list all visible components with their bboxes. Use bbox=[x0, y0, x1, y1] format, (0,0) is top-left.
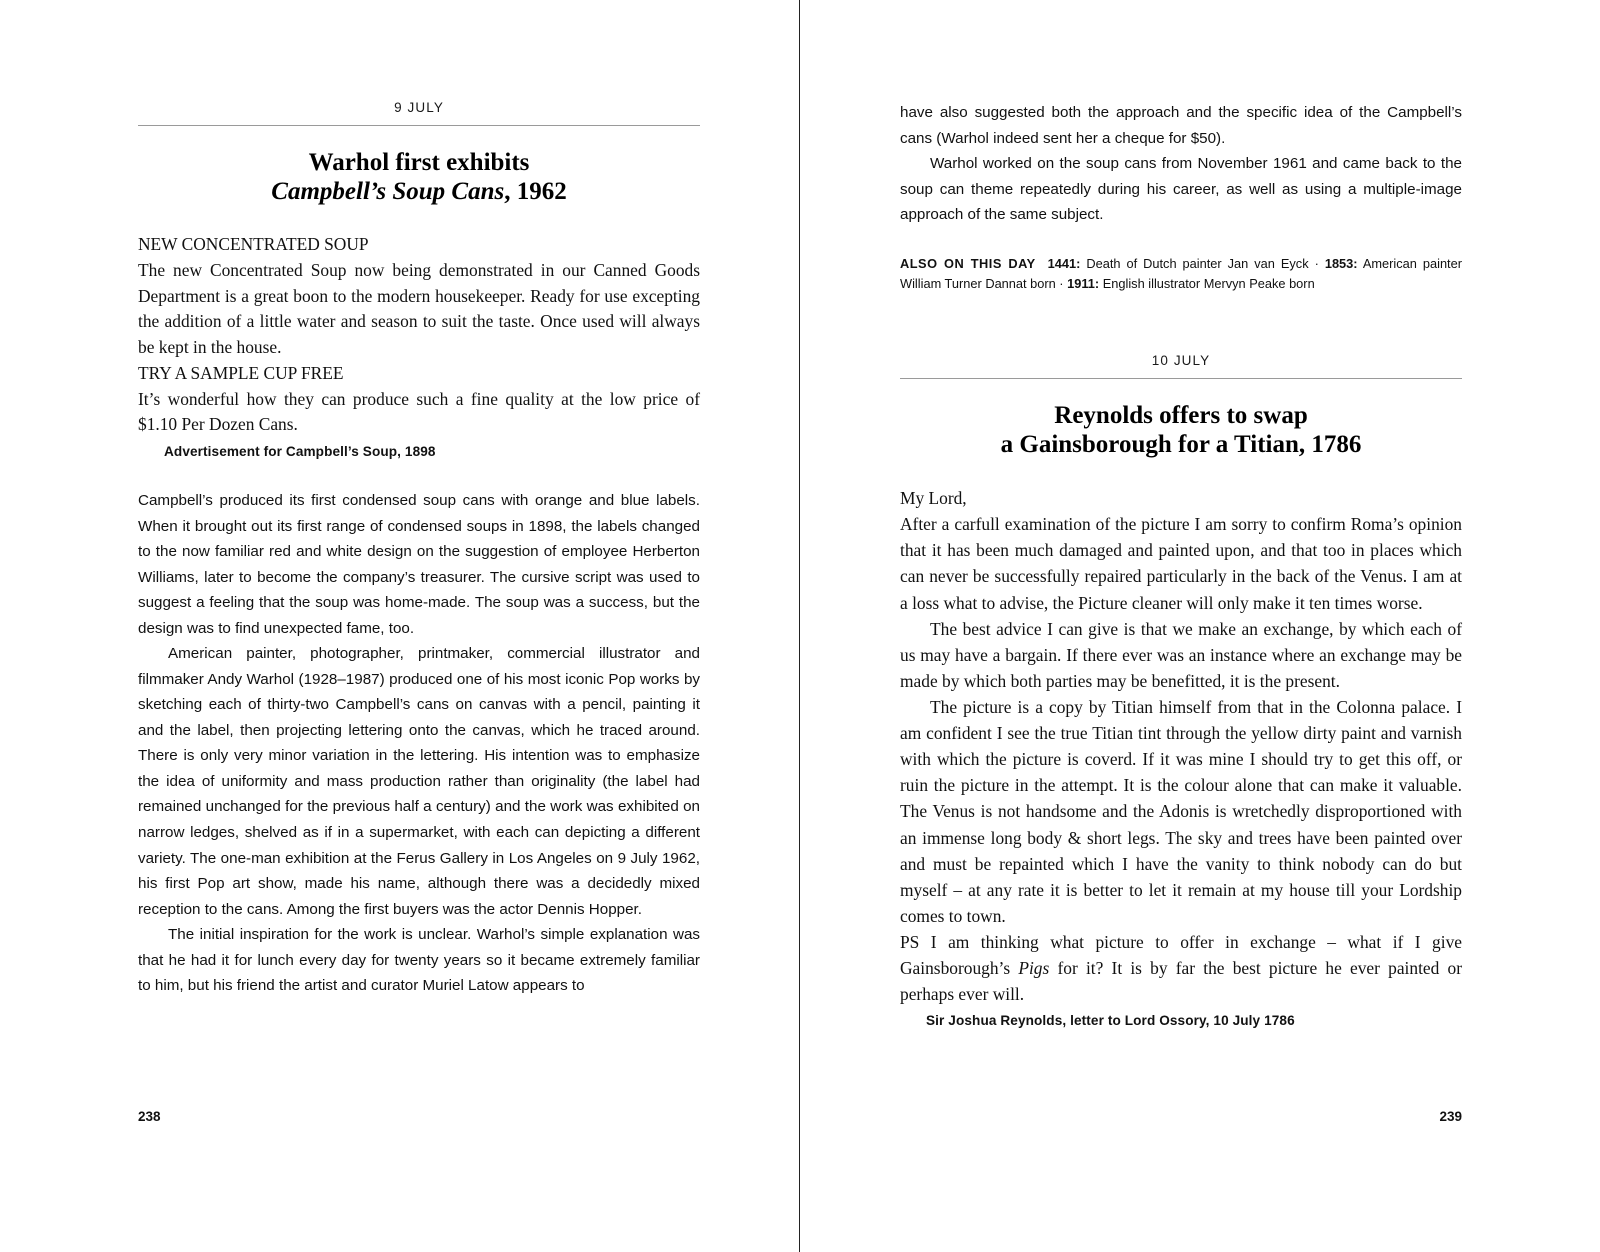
body-paragraph: Campbell’s produced its first condensed soup cans with orange and blue labels. When it brought out its first range of condensed soups in 1898, the labels changed to the now familiar red and white design on the suggestion of employee Herberton Williams, later to become the company’s treasurer. The cursive script was used to suggest a feeling that the soup was home-made. The soup was a success, but the design was to find unexpected fame, too. bbox=[138, 492, 700, 637]
also-on-this-day-label: ALSO ON THIS DAY bbox=[900, 255, 1036, 271]
commentary-left bbox=[138, 488, 700, 999]
ps-prefix: PS I am thinking what picture to offer in exchange – what if I give Gainsborough’s bbox=[900, 931, 1462, 979]
also-on-this-day bbox=[900, 254, 1462, 295]
also-on-text: Death of Dutch painter Jan van Eyck · bbox=[1080, 255, 1325, 271]
letter-body bbox=[900, 485, 1462, 1032]
ps-italic-title: Pigs bbox=[1018, 958, 1050, 979]
left-page-content bbox=[138, 100, 699, 999]
right-page-content bbox=[900, 100, 1462, 1032]
section-gap bbox=[900, 295, 1462, 353]
body-paragraph: Warhol worked on the soup cans from November 1961 and came back to the soup can theme repeatedly during his career, as well as using a multiple-image approach of the same subject. bbox=[900, 155, 1462, 224]
also-on-year: 1911: bbox=[1067, 276, 1100, 292]
date-heading-left: 9 JULY bbox=[138, 100, 700, 126]
also-on-year: 1441: bbox=[1047, 255, 1081, 271]
entry-title-left bbox=[138, 148, 700, 206]
quote-line: It’s wonderful how they can produce such a fine quality at the low price of $1.10 Per Dozen Cans. bbox=[138, 388, 700, 435]
entry-title-line1: Warhol first exhibits bbox=[308, 149, 530, 176]
entry-title-right bbox=[900, 401, 1462, 459]
continuation-text bbox=[900, 100, 1462, 228]
right-page bbox=[800, 0, 1600, 1252]
quote-line: NEW CONCENTRATED SOUP bbox=[138, 234, 369, 254]
entry-title-line2-rest: , 1962 bbox=[504, 178, 567, 205]
ps-suffix: for it? It is by far the best picture he ever painted or perhaps ever will. bbox=[900, 958, 1462, 1005]
entry-title-line2: a Gainsborough for a Titian, 1786 bbox=[1000, 431, 1362, 459]
body-paragraph: have also suggested both the approach and the specific idea of the Campbell’s cans (Warhol indeed sent her a cheque for $50). bbox=[900, 104, 1462, 147]
letter-postscript bbox=[900, 929, 1462, 1007]
letter-paragraph: The picture is a copy by Titian himself from that in the Colonna palace. I am confident I see the true Titian tint through the yellow dirty paint and varnish with which the picture is coverd. If it was mine I should try to get this off, or ruin the picture in the attempt. It is the colour alone that can make it valuable. The Venus is not handsome and the Adonis is wretchedly disproportioned with an immense long body & short legs. The sky and trees have been painted over and must be repainted which I have the vanity to think nobody can do but myself – at any rate it is better to let it remain at my house till your Lordship comes to town. bbox=[900, 696, 1462, 926]
letter-salutation: My Lord, bbox=[900, 488, 967, 509]
folio-right: 239 bbox=[1439, 1109, 1462, 1124]
also-on-text: American painter William Turner Dannat born · bbox=[900, 255, 1462, 292]
letter-paragraph: The best advice I can give is that we make an exchange, by which each of us may have a bargain. If there ever was an instance where an exchange may be made by which both parties may be benefitted, it is the present. bbox=[900, 618, 1462, 691]
source-quote-left bbox=[138, 232, 700, 462]
entry-title-line2-italic: Campbell’s Soup Cans bbox=[271, 178, 505, 205]
letter-paragraph: After a carfull examination of the picture I am sorry to confirm Roma’s opinion that it has been much damaged and painted upon, and that too in places which can never be successfully repaired particularly in the back of the Venus. I am at a loss what to advise, the Picture cleaner will only make it ten times worse. bbox=[900, 514, 1462, 613]
also-on-text: English illustrator Mervyn Peake born bbox=[1099, 276, 1315, 292]
quote-attribution-left: Advertisement for Campbell’s Soup, 1898 bbox=[164, 444, 436, 459]
entry-title-line1: Reynolds offers to swap bbox=[1054, 402, 1308, 430]
body-paragraph: The initial inspiration for the work is unclear. Warhol’s simple explanation was that he had it for lunch every day for twenty years so it became extremely familiar to him, but his friend the artist and curator Muriel Latow appears to bbox=[138, 926, 700, 995]
quote-line: TRY A SAMPLE CUP FREE bbox=[138, 362, 344, 383]
also-on-year: 1853: bbox=[1324, 255, 1358, 271]
quote-line: The new Concentrated Soup now being demonstrated in our Canned Goods Department is a great boon to the modern housekeeper. Ready for use excepting the addition of a little water and season to suit the taste. Once used will always be kept in the house. bbox=[138, 259, 700, 357]
letter-attribution: Sir Joshua Reynolds, letter to Lord Ossory, 10 July 1786 bbox=[926, 1013, 1295, 1029]
date-heading-right: 10 JULY bbox=[900, 353, 1462, 379]
folio-left: 238 bbox=[138, 1109, 161, 1124]
body-paragraph: American painter, photographer, printmaker, commercial illustrator and filmmaker Andy Warhol (1928–1987) produced one of his most iconic Pop works by sketching each of thirty-two Campbell’s cans on canvas with a pencil, painting it and the label, then projecting lettering onto the canvas, which he traced around. There is only very minor variation in the lettering. His intention was to emphasize the idea of uniformity and mass production rather than originality (the label had remained unchanged for the previous half a century) and the work was exhibited on narrow ledges, shelved as if in a supermarket, with each can depicting a different variety. The one-man exhibition at the Ferus Gallery in Los Angeles on 9 July 1962, his first Pop art show, made his name, although there was a decidedly mixed reception to the cans. Among the first buyers was the actor Dennis Hopper. bbox=[138, 645, 700, 918]
